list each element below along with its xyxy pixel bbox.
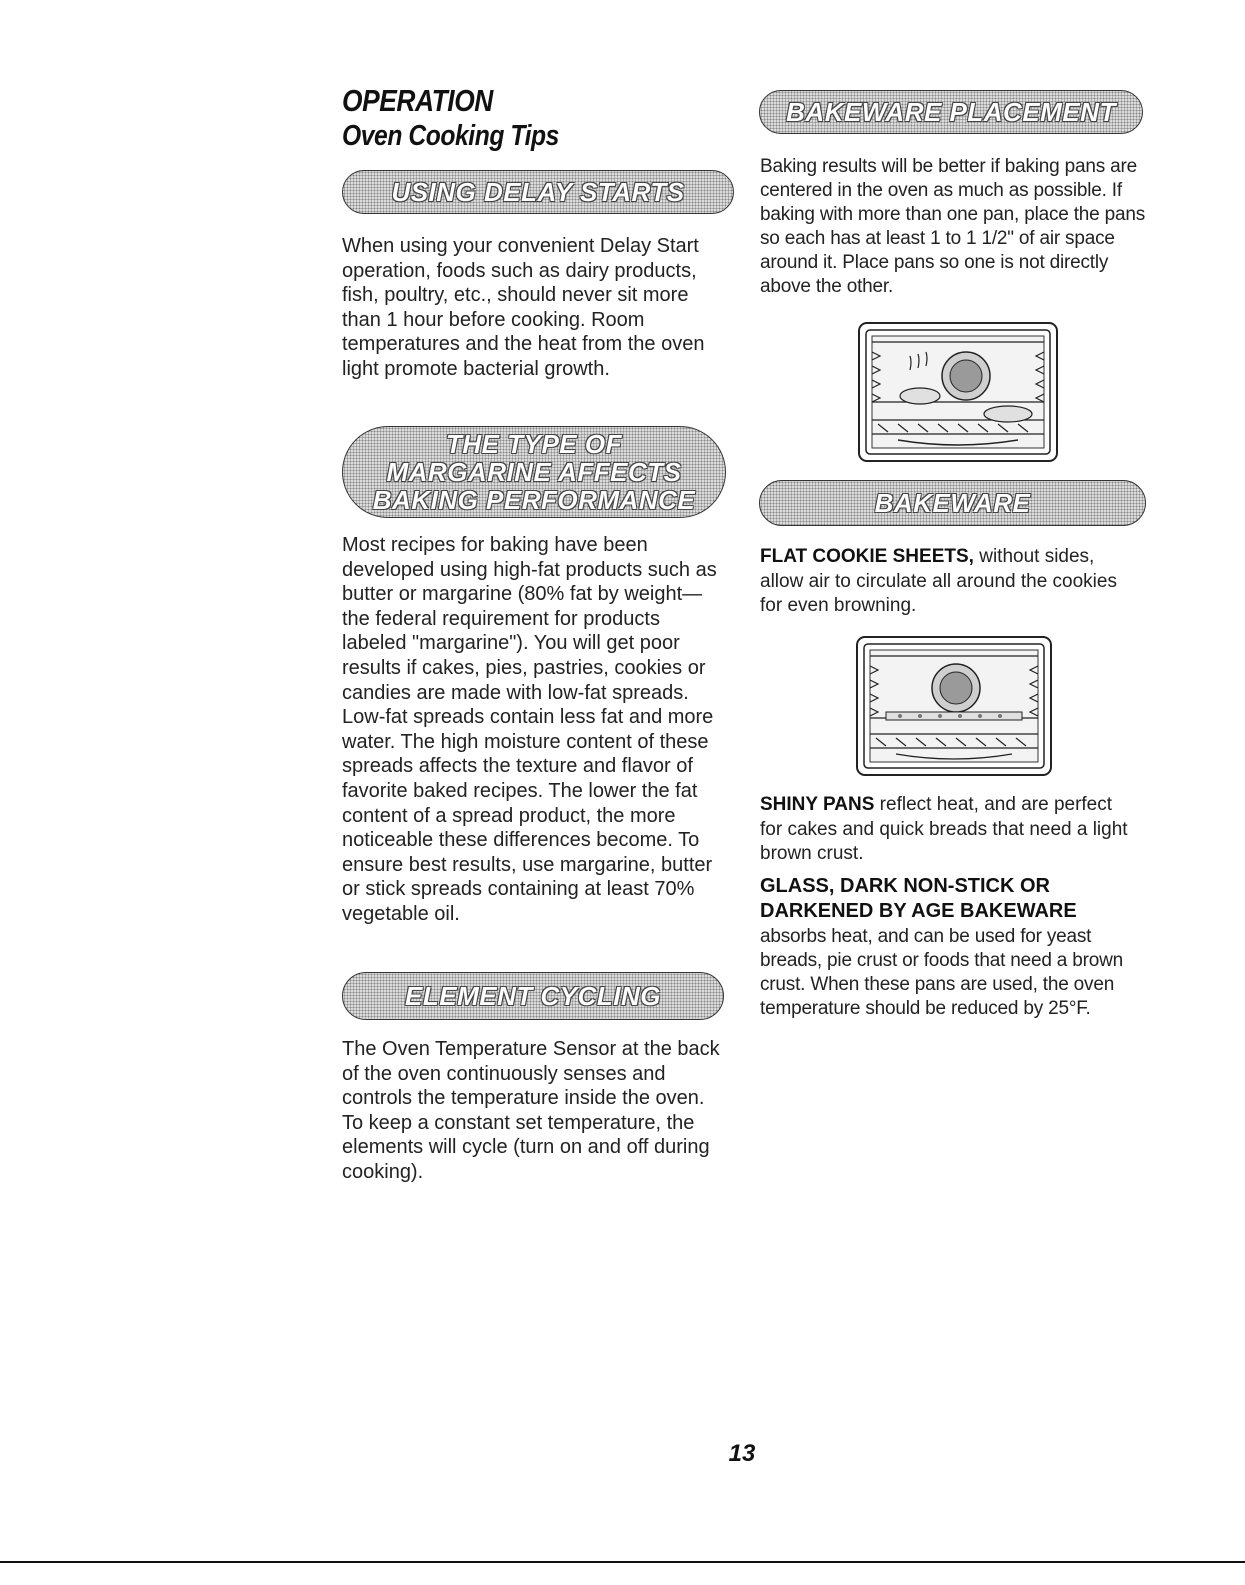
- bakeware-heading-banner: [759, 480, 1146, 526]
- margarine-text: Most recipes for baking have been developed using high-fat products such as butter or margarine (80% fat by weight—the federal requirement for products labeled "margarine"). You will get poor results if cakes, pies, pastries, cookies or candies are made with low-fat spreads. Low-fat spreads contain less fat and more water. The high moisture content of these spreads affects the texture and flavor of favorite baked recipes. The lower the fat content of a spread product, the more noticeable these differences become. To ensure best results, use margarine, butter or stick spreads containing at least 70% vegetable oil.: [342, 534, 717, 925]
- element-cycling-heading-banner: [342, 972, 724, 1020]
- element-cycling-heading: ELEMENT CYCLING: [405, 981, 661, 1011]
- flat-cookie-sheets-label: FLAT COOKIE SHEETS,: [760, 546, 974, 567]
- shiny-pans-label: SHINY PANS: [760, 794, 875, 815]
- margarine-heading-line3: BAKING PERFORMANCE: [372, 485, 696, 515]
- bakeware-placement-heading-banner: [759, 90, 1143, 134]
- bakeware-placement-heading: BAKEWARE PLACEMENT: [786, 97, 1116, 127]
- element-cycling-text: The Oven Temperature Sensor at the back of the oven continuously senses and controls the temperature inside the oven. To keep a constant set temperature, the elements will cycle (turn on and off during cooking).: [342, 1038, 720, 1183]
- oven-pan-placement-illustration: [858, 322, 1058, 462]
- shiny-pans-text: reflect heat, and are perfect for cakes and quick breads that need a light brown crust.: [760, 794, 1128, 864]
- glass-bakeware-label-line1: GLASS, DARK NON-STICK OR: [760, 875, 1050, 897]
- bakeware-placement-text: Baking results will be better if baking pans are centered in the oven as much as possible. If baking with more than one pan, place the pans so each has at least 1 to 1 1/2" of air space around it. Place pans so one is not directly above the other.: [760, 156, 1145, 297]
- delay-starts-text: When using your convenient Delay Start operation, foods such as dairy products, fish, poultry, etc., should never sit more than 1 hour before cooking. Room temperatures and the heat from the oven light promote bacterial growth.: [342, 235, 705, 380]
- page-number: 13: [728, 1440, 756, 1467]
- oven-cookie-sheet-illustration: [856, 636, 1052, 776]
- margarine-heading-line1: THE TYPE OF: [446, 429, 622, 459]
- margarine-heading-line2: MARGARINE AFFECTS: [386, 457, 682, 487]
- shiny-pans-paragraph: [760, 793, 1130, 867]
- flat-cookie-sheets-paragraph: [760, 545, 1140, 619]
- glass-bakeware-label-line2: DARKENED BY AGE BAKEWARE: [760, 900, 1077, 922]
- bakeware-heading: BAKEWARE: [874, 488, 1031, 518]
- margarine-heading-banner: [342, 426, 726, 518]
- flat-cookie-sheets-text: without sides, allow air to circulate all around the cookies for even browning.: [760, 546, 1117, 616]
- glass-bakeware-text: absorbs heat, and can be used for yeast breads, pie crust or foods that need a brown crust. When these pans are used, the oven temperature should be reduced by 25°F.: [760, 926, 1123, 1019]
- delay-starts-heading-banner: [342, 170, 734, 214]
- page-subtitle: Oven Cooking Tips: [342, 120, 559, 152]
- delay-starts-heading: USING DELAY STARTS: [391, 177, 685, 207]
- bottom-rule: [0, 1561, 1245, 1563]
- page-title: OPERATION: [342, 83, 493, 118]
